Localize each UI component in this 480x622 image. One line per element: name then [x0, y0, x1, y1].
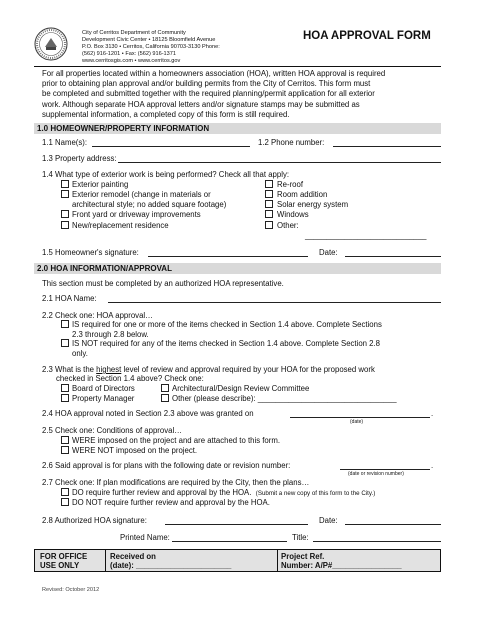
revision-field[interactable] — [340, 469, 430, 470]
work-question: 1.4 What type of exterior work is being performed? Check all that apply: — [42, 170, 290, 179]
revised-footer: Revised: October 2012 — [42, 587, 100, 593]
homeowner-date-label: Date: — [319, 248, 338, 257]
property-manager-checkbox[interactable] — [61, 394, 69, 402]
do-require-note: (Submit a new copy of this form to the City.) — [255, 490, 376, 497]
exterior-remodel-checkbox[interactable] — [61, 190, 69, 198]
q25-label: 2.5 Check one: Conditions of approval… — [42, 426, 182, 435]
homeowner-signature-field[interactable] — [148, 256, 308, 257]
hoa-signature-label: 2.8 Authorized HOA signature: — [42, 516, 147, 525]
header-phones: (562) 916-1201 • Fax: (562) 916-1371 — [82, 51, 177, 57]
other-line[interactable]: ____________________________ — [305, 231, 427, 240]
project-number-field[interactable]: Number: A/P#________________ — [281, 561, 402, 570]
hoa-not-required-cont: only. — [72, 349, 88, 358]
do-not-require-label: DO NOT require further review and approval by the HOA. — [72, 498, 270, 507]
phone-label: 1.2 Phone number: — [258, 138, 325, 147]
q24-label: 2.4 HOA approval noted in Section 2.3 above was granted on — [42, 409, 254, 418]
date-caption: (date) — [350, 419, 364, 425]
arch-review-label: Architectural/Design Review Committee — [172, 384, 310, 393]
do-require-text: DO require further review and approval by the HOA. — [72, 488, 252, 497]
section2-heading: 2.0 HOA INFORMATION/APPROVAL — [34, 263, 441, 274]
other-describe-label: Other (please describe): ________________________________ — [172, 394, 397, 403]
hoa-signature-field[interactable] — [165, 524, 308, 525]
q23-pre: 2.3 What is the — [42, 365, 97, 374]
q27-label: 2.7 Check one: If plan modifications are required by the City, then the plans… — [42, 478, 310, 487]
received-date-field[interactable]: (date): ______________________ — [110, 561, 232, 570]
solar-label: Solar energy system — [277, 200, 349, 209]
address-field[interactable] — [118, 162, 441, 163]
header-web: www.cerritosgis.com • www.cerritos.gov — [82, 58, 181, 64]
phone-field[interactable] — [333, 146, 441, 147]
project-ref-label: Project Ref. — [281, 552, 325, 561]
title-field[interactable] — [313, 541, 441, 542]
do-require-label — [72, 488, 375, 497]
received-on-label: Received on — [110, 552, 156, 561]
office-use-table — [34, 549, 441, 572]
front-yard-label: Front yard or driveway improvements — [72, 210, 201, 219]
printed-name-field[interactable] — [172, 541, 287, 542]
office-use-label-2: USE ONLY — [40, 561, 80, 570]
exterior-painting-label: Exterior painting — [72, 180, 129, 189]
header-divider — [34, 66, 441, 67]
room-addition-label: Room addition — [277, 190, 328, 199]
conditions-not-imposed-label: WERE NOT imposed on the project. — [72, 446, 198, 455]
hoa-required-cont: 2.3 through 2.8 below. — [72, 330, 149, 339]
revision-caption: (date or revision number) — [348, 471, 404, 477]
other-checkbox[interactable] — [265, 221, 273, 229]
hoa-date-label: Date: — [319, 516, 338, 525]
names-label: 1.1 Name(s): — [42, 138, 88, 147]
office-use-label-1: FOR OFFICE — [40, 552, 88, 561]
approval-date-field[interactable] — [290, 417, 430, 418]
form-title: HOA APPROVAL FORM — [303, 30, 431, 42]
intro-line: be completed and submitted together with the required planning/permit application for all exterior — [42, 89, 375, 99]
q23-label — [42, 365, 375, 374]
names-field[interactable] — [92, 146, 250, 147]
hoa-name-field[interactable] — [108, 302, 441, 303]
other-describe-checkbox[interactable] — [161, 394, 169, 402]
property-manager-label: Property Manager — [72, 394, 135, 403]
section2-note: This section must be completed by an authorized HOA representative. — [42, 279, 284, 288]
exterior-remodel-label: Exterior remodel (change in materials or — [72, 190, 211, 199]
printed-name-label: Printed Name: — [120, 533, 170, 542]
intro-line: supplemental information, a completed copy of this form is still required. — [42, 109, 290, 119]
board-checkbox[interactable] — [61, 384, 69, 392]
windows-checkbox[interactable] — [265, 210, 273, 218]
q22-label: 2.2 Check one: HOA approval… — [42, 311, 153, 320]
address-label: 1.3 Property address: — [42, 154, 117, 163]
exterior-painting-checkbox[interactable] — [61, 180, 69, 188]
homeowner-signature-label: 1.5 Homeowner's signature: — [42, 248, 139, 257]
q24-period: . — [431, 409, 434, 418]
windows-label: Windows — [277, 210, 309, 219]
hoa-name-label: 2.1 HOA Name: — [42, 294, 97, 303]
reroof-label: Re-roof — [277, 180, 303, 189]
hoa-required-checkbox[interactable] — [61, 320, 69, 328]
exterior-remodel-cont: architectural style; no added square footage) — [72, 200, 227, 209]
do-not-require-checkbox[interactable] — [61, 498, 69, 506]
other-label: Other: — [277, 221, 299, 230]
office-col-divider — [277, 550, 278, 571]
header-address1: Development Civic Center • 18125 Bloomfield Avenue — [82, 37, 216, 43]
intro-line: work. Although separate HOA approval letters and/or signature stamps may be submitted as — [42, 99, 360, 109]
hoa-not-required-label: IS NOT required for any of the items checked in Section 1.4 above. Complete Section 2.8 — [72, 339, 380, 348]
office-col-divider — [105, 550, 106, 571]
header-dept: City of Cerritos Department of Community — [82, 30, 186, 36]
front-yard-checkbox[interactable] — [61, 210, 69, 218]
conditions-not-imposed-checkbox[interactable] — [61, 446, 69, 454]
q23-post: level of review and approval required by your HOA for the proposed work — [121, 365, 375, 374]
hoa-not-required-checkbox[interactable] — [61, 339, 69, 347]
homeowner-date-field[interactable] — [345, 256, 441, 257]
header-address2: P.O. Box 3130 • Cerritos, California 90703-3130 Phone: — [82, 44, 220, 50]
intro-line: prior to obtaining plan approval and/or building permits from the City of Cerritos. This form must — [42, 79, 371, 89]
reroof-checkbox[interactable] — [265, 180, 273, 188]
solar-checkbox[interactable] — [265, 200, 273, 208]
conditions-imposed-checkbox[interactable] — [61, 436, 69, 444]
q26-label: 2.6 Said approval is for plans with the following date or revision number: — [42, 461, 291, 470]
arch-review-checkbox[interactable] — [161, 384, 169, 392]
new-residence-label: New/replacement residence — [72, 221, 169, 230]
hoa-required-label: IS required for one or more of the items checked in Section 1.4 above. Complete Sections — [72, 320, 382, 329]
board-label: Board of Directors — [72, 384, 135, 393]
q26-period: . — [431, 461, 434, 470]
new-residence-checkbox[interactable] — [61, 221, 69, 229]
title-label: Title: — [292, 533, 309, 542]
section1-heading: 1.0 HOMEOWNER/PROPERTY INFORMATION — [34, 123, 441, 134]
city-seal-logo — [34, 27, 68, 61]
q23-cont: checked in Section 1.4 above? Check one: — [56, 374, 204, 383]
intro-paragraph — [42, 69, 385, 120]
hoa-date-field[interactable] — [345, 524, 441, 525]
room-addition-checkbox[interactable] — [265, 190, 273, 198]
conditions-imposed-label: WERE imposed on the project and are attached to this form. — [72, 436, 281, 445]
intro-line: For all properties located within a homeowners association (HOA), written HOA approval is required — [42, 69, 386, 78]
do-require-checkbox[interactable] — [61, 488, 69, 496]
q23-highest: highest — [96, 365, 122, 374]
